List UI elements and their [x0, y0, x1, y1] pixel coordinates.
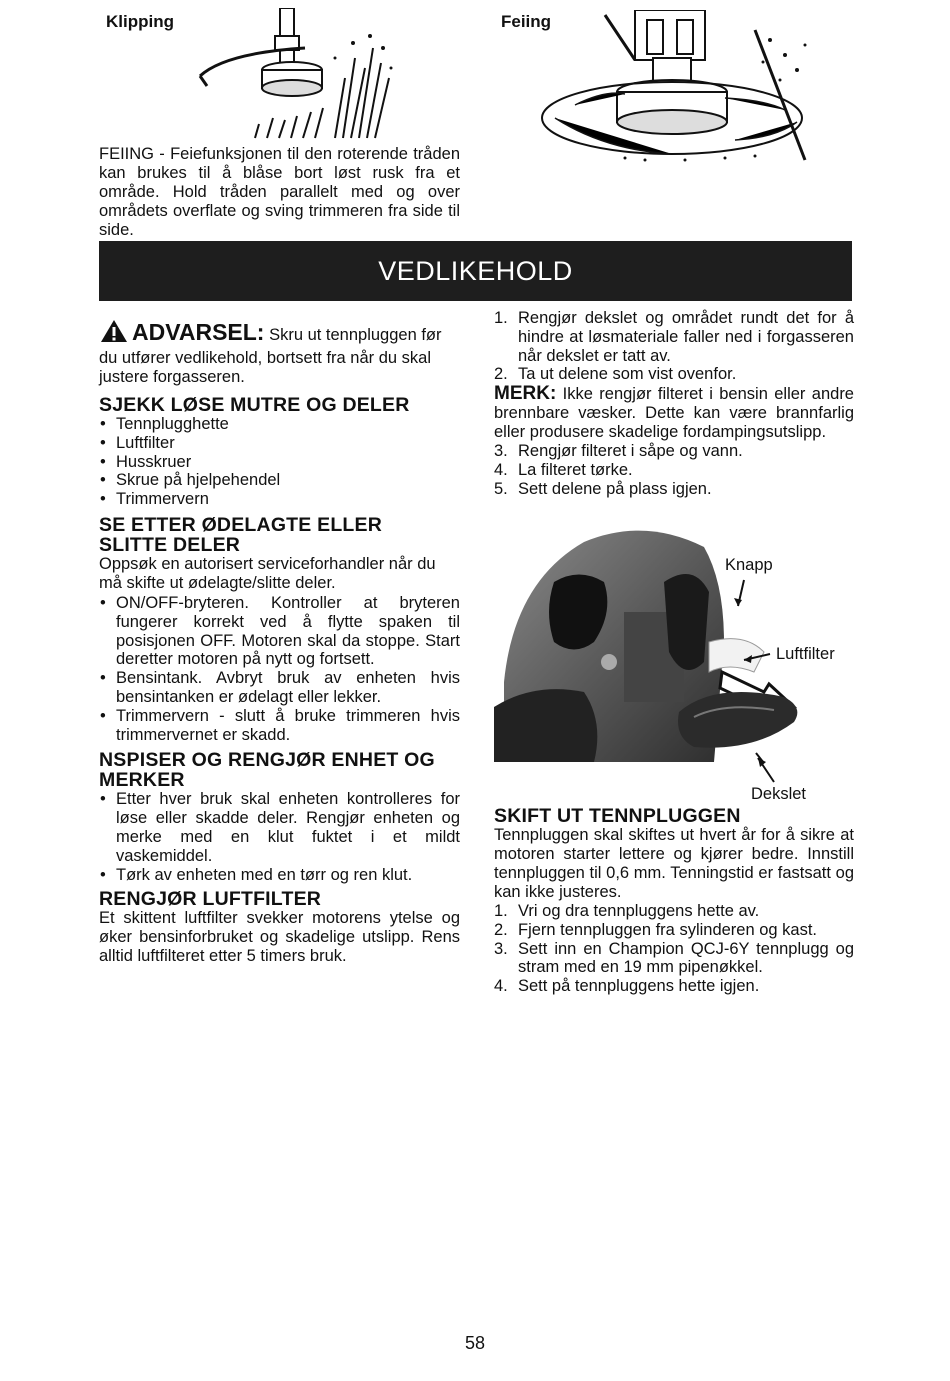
air-filter-note	[494, 384, 854, 442]
heading-inspect-clean-line1: NSPISER OG RENGJØR ENHET OG	[99, 749, 435, 772]
list-item: 3. Sett inn en Champion QCJ-6Y tennplugg og stram med en 19 mm pipenøkkel.	[494, 939, 854, 977]
list-item: 2. Fjern tennpluggen fra sylinderen og kast.	[494, 920, 818, 939]
inspect-clean-list	[99, 790, 460, 884]
list-item: • Luftfilter	[99, 434, 460, 453]
list-item: 3. Rengjør filteret i såpe og vann.	[494, 442, 743, 461]
note-label: MERK:	[494, 383, 557, 405]
right-column	[494, 309, 854, 499]
list-item: • Bensintank. Avbryt bruk av enheten hvis bensintanken er ødelagt eller lekker.	[99, 669, 460, 707]
list-item: 4. La filteret tørke.	[494, 460, 633, 479]
banner-title: VEDLIKEHOLD	[378, 255, 573, 286]
figure-label-feiing: Feiing	[501, 12, 552, 31]
illustration-cutting	[195, 8, 395, 143]
list-item: • Skrue på hjelpehendel	[99, 471, 460, 490]
air-filter-photo	[494, 522, 824, 762]
spark-plug-steps	[494, 902, 854, 996]
callout-knapp: Knapp	[725, 556, 773, 574]
list-item: 1. Vri og dra tennpluggens hette av.	[494, 902, 760, 920]
warning-text: Skru ut tennpluggen før du utfører vedlikehold, bortsett fra når du skal justere forgasseren.	[99, 326, 442, 386]
feiing-paragraph: FEIING - Feiefunksjonen til den roterende tråden kan brukes til å blåse bort løst rusk fra et område. Hold tråden parallelt med og over områdets overflate og sving trimmeren fra side til side.	[99, 145, 460, 239]
heading-spark-plug: SKIFT UT TENNPLUGGEN	[494, 805, 741, 827]
list-item: • Trimmervern	[99, 490, 460, 509]
page-number: 58	[464, 1333, 486, 1353]
air-filter-steps-a	[494, 309, 854, 384]
heading-inspect-clean-line2: MERKER	[99, 769, 185, 792]
heading-damaged-parts-line1: SE ETTER ØDELAGTE ELLER	[99, 513, 383, 536]
callout-luftfilter: Luftfilter	[776, 645, 835, 663]
sparkplug-section	[494, 806, 854, 996]
note-text: Ikke rengjør filteret i bensin eller andre brennbare væsker. Dette kan være brannfarlig eller produsere skadelige fordampingsutslipp.	[494, 385, 854, 442]
damaged-parts-list	[99, 594, 460, 744]
warning-icon	[99, 318, 129, 349]
list-item: • ON/OFF-bryteren. Kontroller at bryteren fungerer korrekt ved å flytte spaken til posisjonen OFF. Motoren skal da stoppe. Start deretter motoren på nytt og fortsett.	[99, 594, 460, 669]
heading-loose-parts: SJEKK LØSE MUTRE OG DELER	[99, 394, 410, 416]
spark-plug-intro: Tennpluggen skal skiftes ut hvert år for å sikre at motoren starter lettere og kjører bedre. Innstill tennpluggen til 0,6 mm. Tenningstid er fastsatt og kan ikke justeres.	[494, 826, 854, 901]
air-filter-steps-b	[494, 442, 854, 498]
callout-dekslet: Dekslet	[751, 785, 807, 803]
list-item: • Husskruer	[99, 453, 460, 472]
list-item: 1. Rengjør dekslet og området rundt det for å hindre at løsmateriale faller ned i forgasseren når dekslet er tatt av.	[494, 309, 854, 365]
left-column	[99, 318, 460, 966]
figure-label-klipping: Klipping	[106, 12, 174, 31]
list-item: 4. Sett på tennpluggens hette igjen.	[494, 977, 760, 996]
air-filter-intro: Et skittent luftfilter svekker motorens ytelse og øker bensinforbruket og skadelige utslipp. Rens alltid luftfilteret etter 5 timers bruk.	[99, 909, 460, 966]
list-item: 5. Sett delene på plass igjen.	[494, 479, 712, 498]
loose-parts-list	[99, 415, 460, 509]
damaged-parts-intro: Oppsøk en autorisert serviceforhandler når du må skifte ut ødelagte/slitte deler.	[99, 554, 436, 593]
callout-arrow-dekslet	[750, 752, 780, 784]
heading-inspect-clean	[99, 750, 460, 790]
list-item: • Trimmervern - slutt å bruke trimmeren hvis trimmervernet er skadd.	[99, 707, 460, 745]
list-item: 2. Ta ut delene som vist ovenfor.	[494, 365, 737, 384]
heading-air-filter: RENGJØR LUFTFILTER	[99, 888, 322, 911]
list-item: • Tørk av enheten med en tørr og ren klut.	[99, 866, 460, 885]
warning-block	[99, 318, 460, 387]
illustration-sweeping	[535, 10, 815, 165]
list-item: • Etter hver bruk skal enheten kontrolleres for løse eller skadde deler. Rengjør enheten og merke med en klut fuktet i et mildt vaskemiddel.	[99, 790, 460, 865]
heading-damaged-parts	[99, 515, 460, 555]
warning-label: ADVARSEL:	[132, 319, 265, 345]
heading-damaged-parts-line2: SLITTE DELER	[99, 533, 241, 556]
list-item: • Tennplugghette	[99, 415, 460, 434]
section-banner	[99, 241, 852, 301]
